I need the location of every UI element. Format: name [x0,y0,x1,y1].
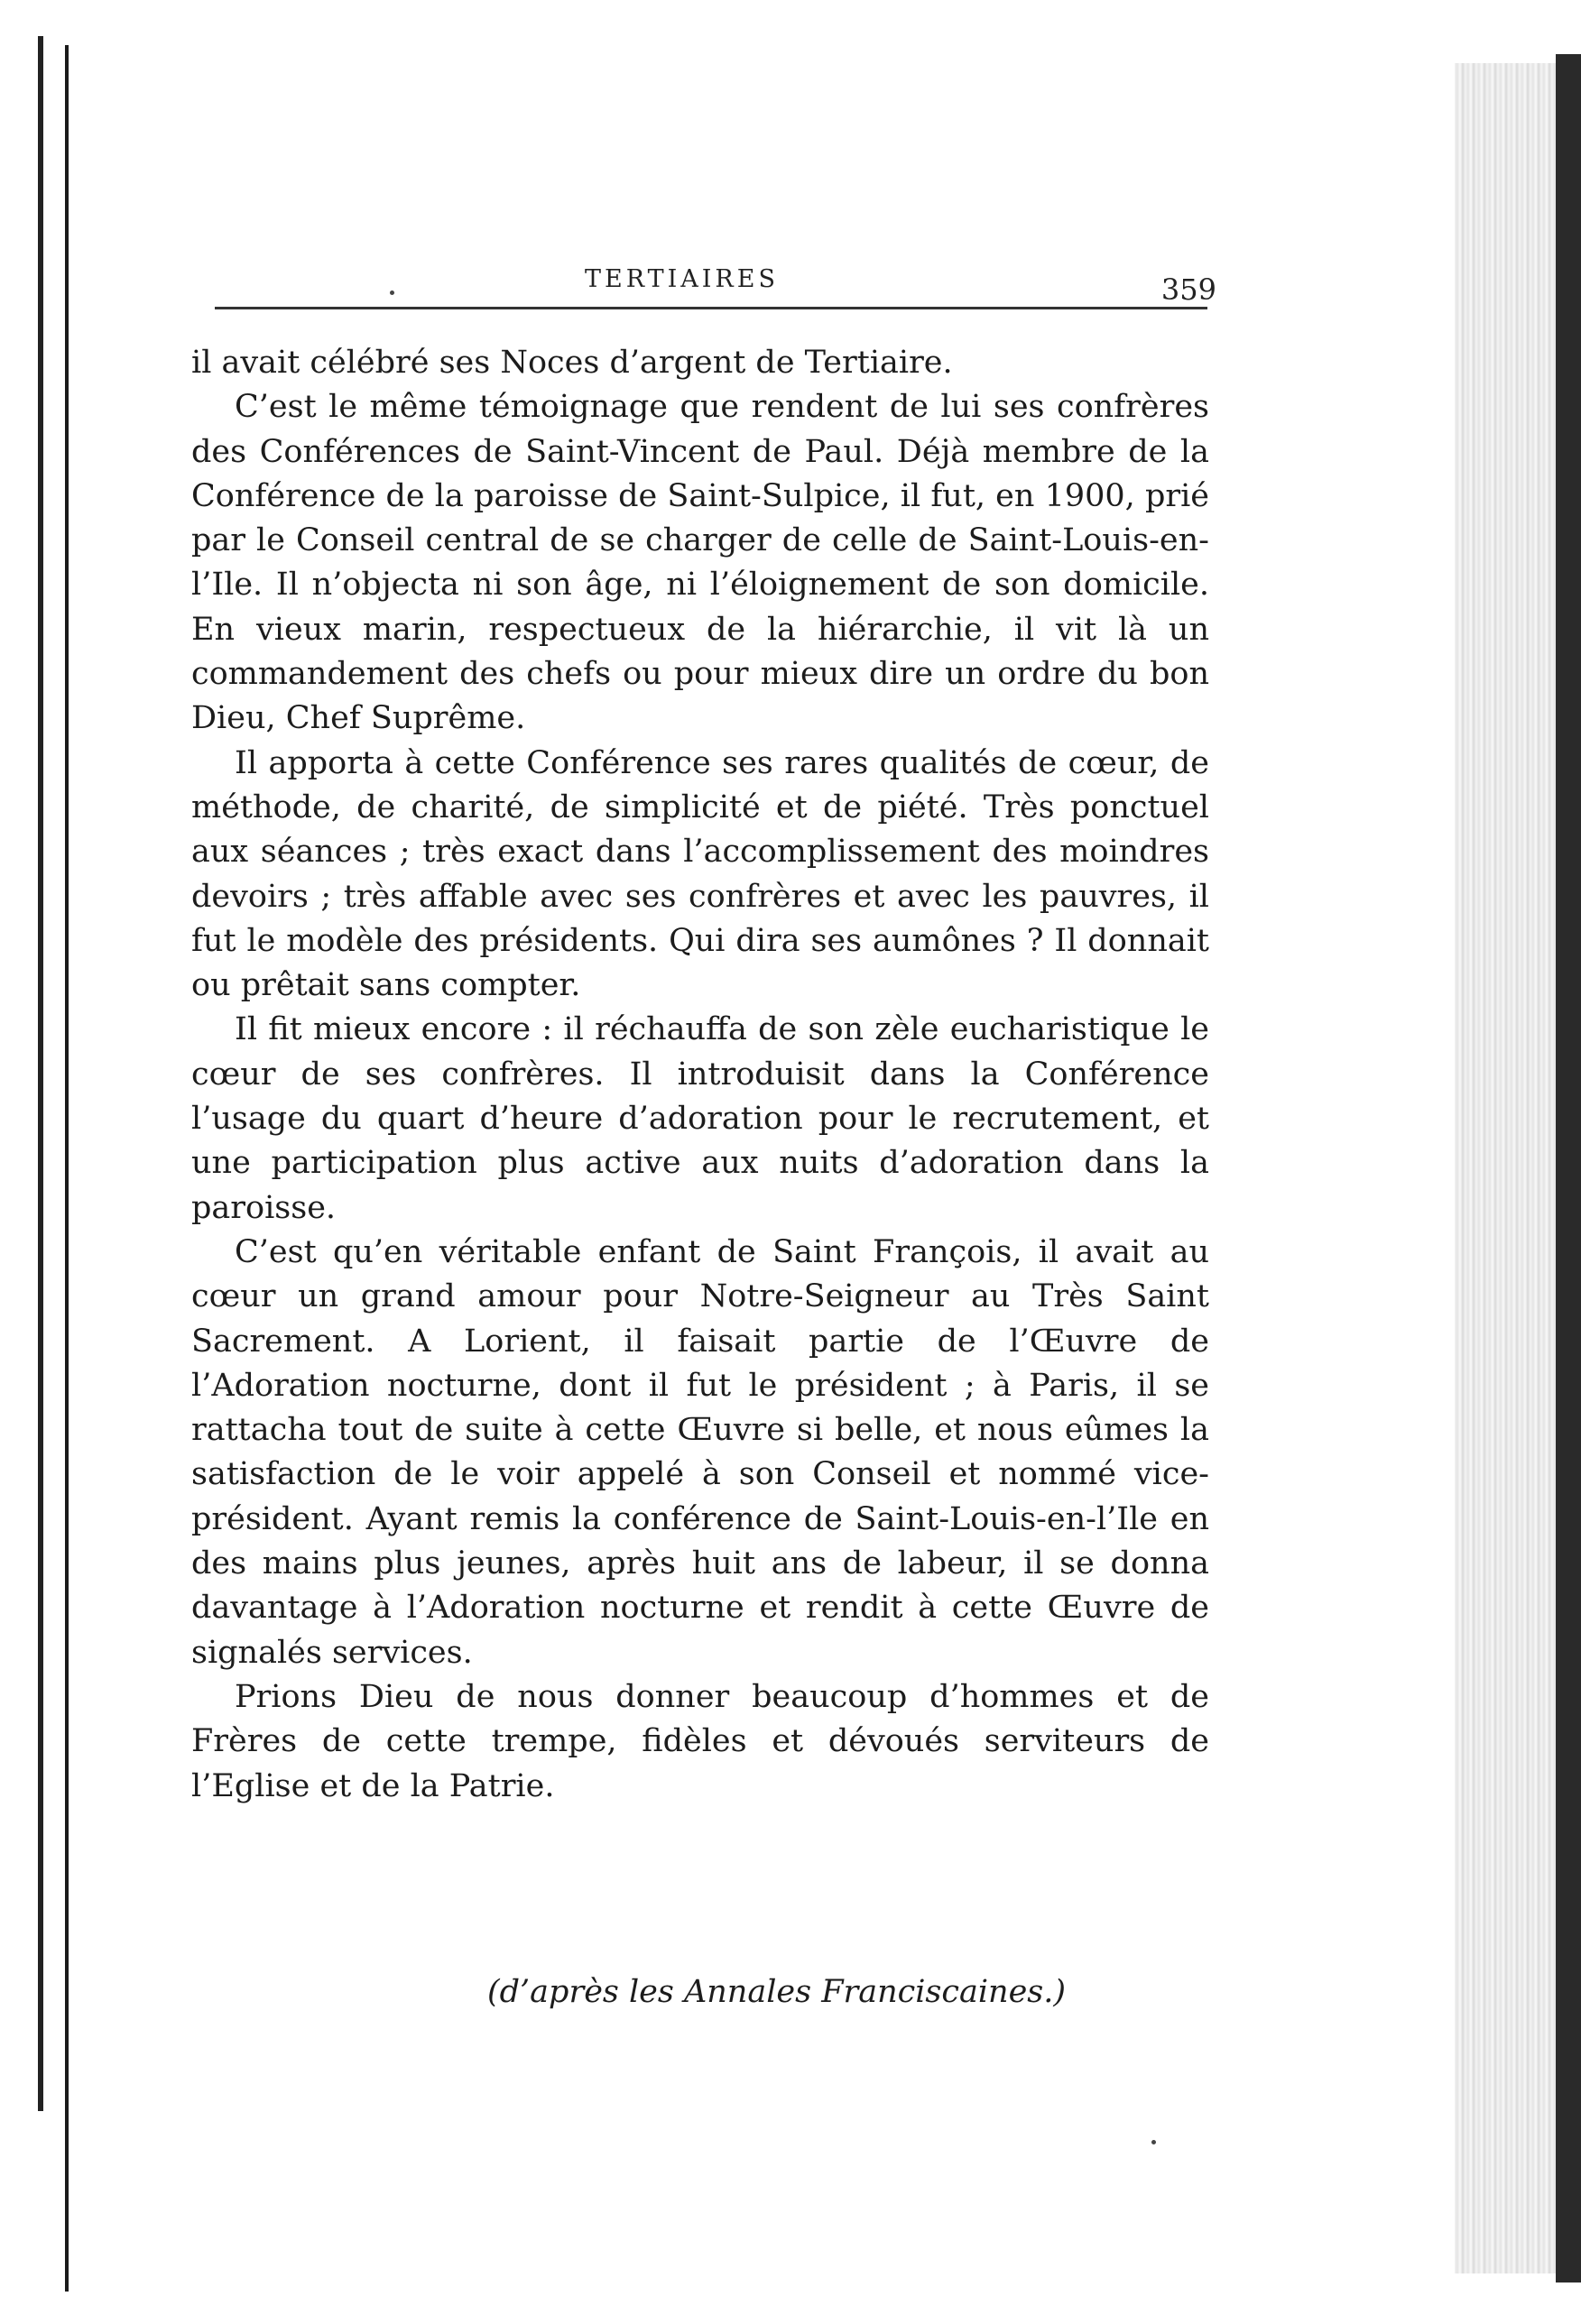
running-title: TERTIAIRES [585,265,779,293]
print-speck [1151,2140,1156,2144]
paragraph: il avait célébré ses Noces d’argent de Tertiaire. [191,345,953,381]
binding-shadow [65,45,69,2292]
page-number: 359 [1160,272,1216,307]
paragraph: C’est le même témoignage que rendent de lui ses confrères des Conférences de Saint-Vincent de Paul. Déjà membre de la Conférence de la paroisse de Saint-Sulpice, il fut, en 1900, prié par le Conseil central de se charger de celle de Saint-Louis-en-l’Ile. Il n’objecta ni son âge, ni l’éloignement de son domicile. En vieux marin, respectueux de la hiérarchie, il vit là un commandement des chefs ou pour mieux dire un ordre du bon Dieu, Chef Suprême. [191,389,1209,737]
paragraph: Il fit mieux encore : il réchauffa de son zèle eucharistique le cœur de ses confrères. Il introduisit dans la Conférence l’usage du quart d’heure d’adoration pour le recrutement, et une participation plus active aux nuits d’adoration dans la paroisse. [191,1011,1209,1226]
paragraph: Il apporta à cette Conférence ses rares qualités de cœur, de méthode, de charité, de simplicité et de piété. Très ponctuel aux séances ; très exact dans l’accomplissement des moindres devoirs ; très affable avec ses confrères et avec les pauvres, il fut le modèle des présidents. Qui dira ses aumônes ? Il donnait ou prêtait sans compter. [191,744,1209,1004]
header-rule [215,307,1207,309]
facing-page-edge [0,36,43,2111]
print-speck [390,290,394,295]
source-citation: (d’après les Annales Franciscaines.) [487,1974,1067,2010]
paragraph: Prions Dieu de nous donner beaucoup d’hommes et de Frères de cette trempe, fidèles et dévoués serviteurs de l’Eglise et de la Patrie. [191,1678,1209,1804]
page-header [215,260,1216,314]
body-text [191,341,1209,1809]
paragraph: C’est qu’en véritable enfant de Saint François, il avait au cœur un grand amour pour Notre-Seigneur au Très Saint Sacrement. A Lorient, il faisait partie de l’Œuvre de l’Adoration nocturne, dont il fut le président ; à Paris, il se rattacha tout de suite à cette Œuvre si belle, et nous eûmes la satisfaction de le voir appelé à son Conseil et nommé vice-président. Ayant remis la conférence de Saint-Louis-en-l’Ile en des mains plus jeunes, après huit ans de labeur, il se donna davantage à l’Adoration nocturne et rendit à cette Œuvre de signalés services. [191,1233,1209,1671]
book-cover-edge [1556,54,1581,2282]
